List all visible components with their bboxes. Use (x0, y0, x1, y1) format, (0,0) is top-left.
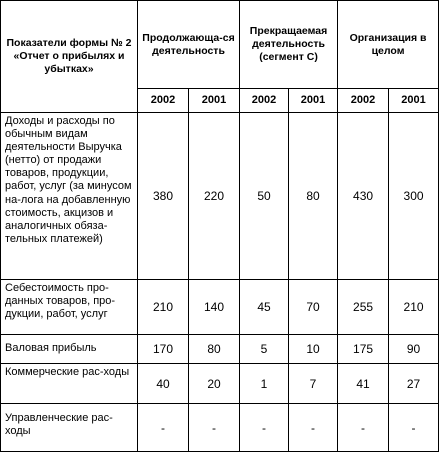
header-indicators: Показатели формы № 2 «Отчет о прибылях и убытках» (1, 1, 138, 113)
value-cell: 210 (389, 280, 439, 335)
header-row (1, 1, 439, 89)
value-cell: 90 (389, 335, 439, 364)
value-cell: 1 (240, 364, 289, 404)
year-cell: 2002 (138, 89, 189, 113)
value-cell: 210 (138, 280, 189, 335)
header-continuing-activity: Продолжающа-ся деятельность (138, 1, 240, 89)
value-cell: 41 (338, 364, 389, 404)
value-cell: - (338, 404, 389, 452)
value-cell: 170 (138, 335, 189, 364)
value-cell: 220 (189, 113, 240, 280)
value-cell: 175 (338, 335, 389, 364)
value-cell: 40 (138, 364, 189, 404)
value-cell: - (138, 404, 189, 452)
year-cell: 2001 (389, 89, 439, 113)
row-label: Доходы и расходы по обычным видам деятельности Выручка (нетто) от продажи товаров, продукции, работ, услуг (за минусом на-лога на добавленную стоимость, акцизов и аналогичных обяза-тельных платежей) (1, 113, 138, 280)
value-cell: 300 (389, 113, 439, 280)
value-cell: 50 (240, 113, 289, 280)
value-cell: 430 (338, 113, 389, 280)
value-cell: 255 (338, 280, 389, 335)
row-label: Управленческие рас-ходы (1, 404, 138, 452)
value-cell: - (189, 404, 240, 452)
header-discontinued-activity: Прекращаемая деятельность (сегмент С) (240, 1, 338, 89)
year-cell: 2001 (289, 89, 338, 113)
row-label: Валовая прибыль (1, 335, 138, 364)
year-cell: 2002 (338, 89, 389, 113)
year-cell: 2002 (240, 89, 289, 113)
value-cell: 80 (289, 113, 338, 280)
value-cell: 10 (289, 335, 338, 364)
table-row (1, 113, 439, 280)
value-cell: 27 (389, 364, 439, 404)
value-cell: - (289, 404, 338, 452)
value-cell: 70 (289, 280, 338, 335)
value-cell: - (389, 404, 439, 452)
table-row (1, 280, 439, 335)
value-cell: - (240, 404, 289, 452)
row-label: Себестоимость про-данных товаров, про-дукции, работ, услуг (1, 280, 138, 335)
row-label: Коммерческие рас-ходы (1, 364, 138, 404)
table-row (1, 404, 439, 452)
value-cell: 7 (289, 364, 338, 404)
value-cell: 5 (240, 335, 289, 364)
value-cell: 20 (189, 364, 240, 404)
table-row (1, 335, 439, 364)
table-row (1, 364, 439, 404)
year-cell: 2001 (189, 89, 240, 113)
header-organization-total: Организация в целом (338, 1, 439, 89)
value-cell: 380 (138, 113, 189, 280)
value-cell: 80 (189, 335, 240, 364)
value-cell: 45 (240, 280, 289, 335)
value-cell: 140 (189, 280, 240, 335)
